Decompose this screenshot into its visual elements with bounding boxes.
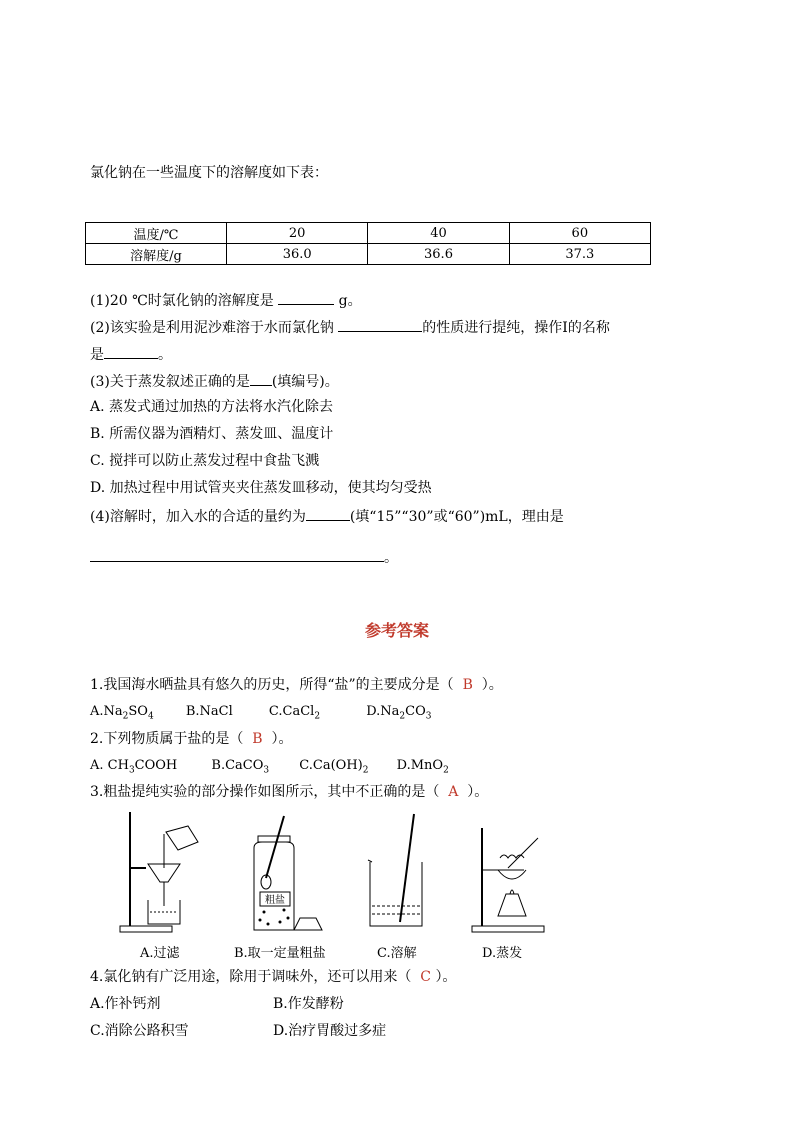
- answer-blank[interactable]: [250, 371, 272, 386]
- answer-blank[interactable]: [278, 290, 334, 305]
- table-cell: 36.6: [368, 244, 509, 265]
- answer-letter: B: [252, 731, 263, 747]
- table-cell: 36.0: [227, 244, 368, 265]
- a4-option-a: A.作补钙剂: [90, 996, 161, 1012]
- option-c: C. 搅拌可以防止蒸发过程中食盐飞溅: [90, 453, 320, 469]
- figure-caption: B.取一定量粗盐: [234, 946, 326, 961]
- table-cell: 60: [509, 223, 650, 244]
- salt-jar-figure: [236, 808, 336, 936]
- a4-option-b: B.作发酵粉: [273, 996, 344, 1012]
- table-cell: 温度/℃: [86, 223, 227, 244]
- question-2: (2)该实验是利用泥沙难溶于水而氯化钠 的性质进行提纯，操作Ⅰ的名称: [90, 317, 610, 337]
- option-a: A. 蒸发式通过加热的方法将水汽化除去: [90, 399, 334, 415]
- question-1: (1)20 ℃时氯化钠的溶解度是 g。: [90, 290, 362, 310]
- question-3: (3)关于蒸发叙述正确的是 (填编号)。: [90, 371, 339, 391]
- answer-question-4: 4.氯化钠有广泛用途，除用于调味外，还可以用来（ C ）。: [90, 969, 457, 985]
- answer-blank[interactable]: [306, 506, 350, 521]
- figure-caption: A.过滤: [140, 946, 180, 961]
- a4-option-c: C.消除公路积雪: [90, 1023, 189, 1039]
- a4-option-d: D.治疗胃酸过多症: [273, 1023, 387, 1039]
- intro-text: 氯化钠在一些温度下的溶解度如下表：: [90, 165, 328, 181]
- question-2-cont: 是 。: [90, 344, 172, 364]
- answer-2-options: A. $CH_3COOH$ B.CaCO$_3$ $C.Ca(OH)_2$ D.MnO$_2$: [90, 758, 449, 776]
- answer-blank[interactable]: [90, 547, 384, 562]
- answer-blank[interactable]: [104, 344, 158, 359]
- answer-question-2: 2.下列物质属于盐的是（ B ）。: [90, 731, 293, 747]
- answer-letter: C: [420, 969, 431, 985]
- question-4-reason: 。: [90, 547, 398, 567]
- table-cell: 溶解度/g: [86, 244, 227, 265]
- table-cell: 40: [368, 223, 509, 244]
- table-cell: 37.3: [509, 244, 650, 265]
- answer-title: 参考答案: [364, 621, 429, 640]
- figure-caption: C.溶解: [377, 946, 417, 961]
- table-row: [86, 244, 651, 265]
- filtration-figure: [118, 808, 208, 936]
- answer-question-3: 3.粗盐提纯实验的部分操作如图所示，其中不正确的是（ A ）。: [90, 784, 489, 800]
- answer-letter: A: [448, 784, 459, 800]
- evaporation-figure: [468, 808, 558, 936]
- answer-blank[interactable]: [338, 317, 422, 332]
- option-b: B. 所需仪器为酒精灯、蒸发皿、温度计: [90, 426, 334, 442]
- answer-question-1: 1.我国海水晒盐具有悠久的历史，所得“盐”的主要成分是（ B ）。: [90, 677, 503, 693]
- svg-text:粗盐: 粗盐: [265, 895, 285, 906]
- solubility-table: [85, 222, 651, 265]
- answer-letter: B: [462, 677, 473, 693]
- dissolving-figure: [360, 808, 440, 936]
- option-d: D. 加热过程中用试管夹夹住蒸发皿移动，使其均匀受热: [90, 480, 432, 496]
- question-4: (4)溶解时，加入水的合适的量约为 (填“15”“30”或“60”)mL，理由是: [90, 506, 564, 526]
- table-row: [86, 223, 651, 244]
- answer-1-options: $A.Na_2SO_4$ B.NaCl C.CaCl$_2$ $D.Na_2CO_3$: [90, 704, 432, 722]
- table-cell: 20: [227, 223, 368, 244]
- figure-caption: D.蒸发: [482, 946, 523, 961]
